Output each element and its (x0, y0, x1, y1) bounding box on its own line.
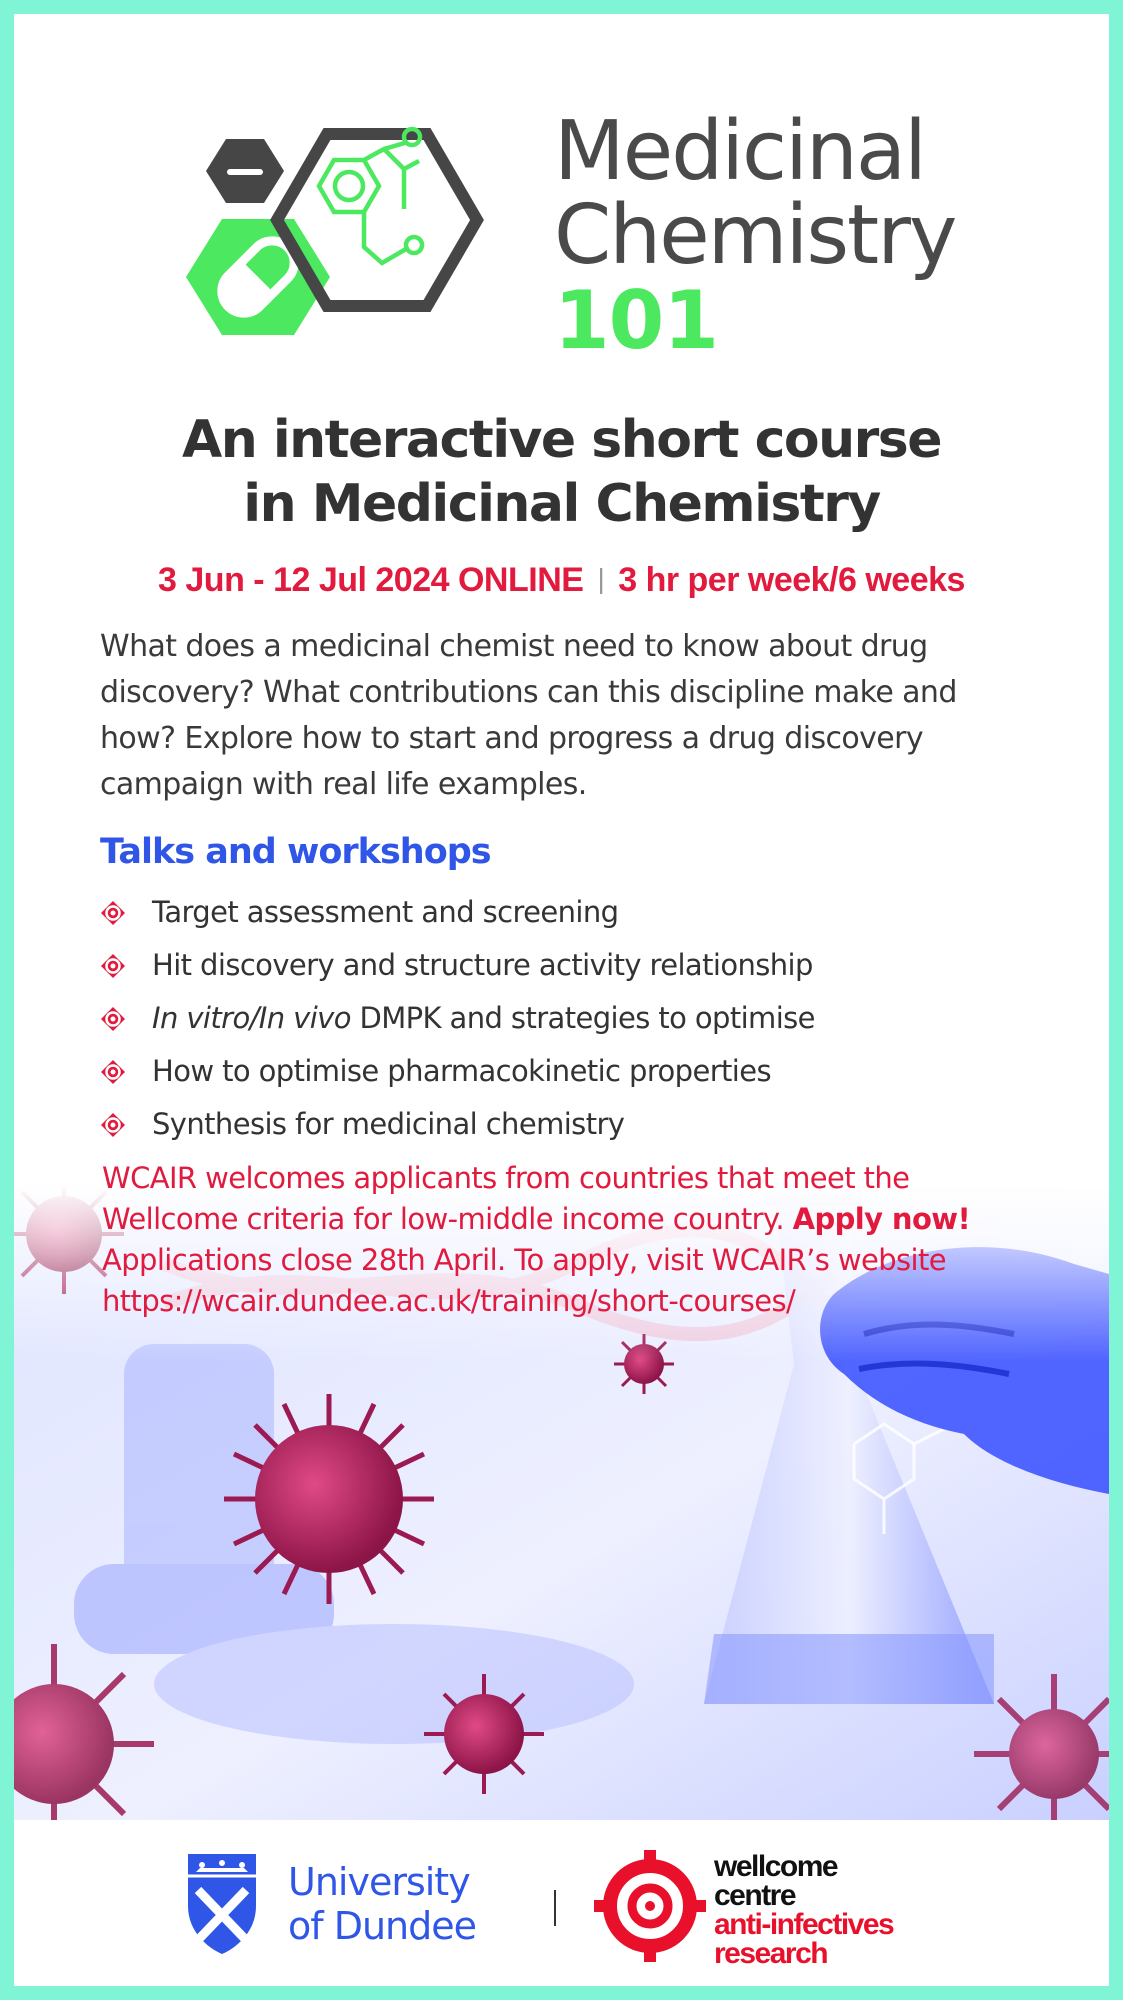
talk-item-4: How to optimise pharmacokinetic properties (152, 1054, 772, 1088)
target-bullet-icon (100, 1059, 126, 1085)
course-dates (14, 561, 1109, 600)
flyer-page (14, 14, 1109, 1986)
target-bullet-icon (100, 1112, 126, 1138)
apply-line-1: WCAIR welcomes applicants from countries that meet the (102, 1161, 910, 1195)
dates-duration: 3 hr per week/6 weeks (618, 561, 965, 599)
university-of-dundee-wordmark (288, 1860, 476, 1948)
dates-range: 3 Jun - 12 Jul 2024 ONLINE (158, 561, 584, 599)
intro-line-4: campaign with real life examples. (100, 767, 587, 802)
intro-line-3: how? Explore how to start and progress a drug discovery (100, 721, 924, 756)
logo-number: 101 (554, 274, 718, 367)
intro-line-2: discovery? What contributions can this discipline make and (100, 675, 957, 710)
dates-separator: | (597, 563, 605, 594)
wellcome-centre-target-icon (594, 1850, 706, 1962)
target-bullet-icon (100, 953, 126, 979)
target-bullet-icon (100, 1006, 126, 1032)
application-info (102, 1158, 1082, 1322)
apply-line-2-wrap (102, 1199, 1082, 1240)
intro-line-1: What does a medicinal chemist need to know about drug (100, 629, 928, 664)
footer-logos (14, 1820, 1109, 1986)
talks-list (100, 887, 815, 1152)
talk-item-3-italic: In vitro/In vivo (152, 1001, 351, 1035)
list-item (100, 993, 815, 1046)
title-line-2: in Medicinal Chemistry (243, 474, 880, 534)
wellcome-centre-wordmark (714, 1852, 893, 1968)
wc-line-1: wellcome (714, 1850, 838, 1883)
talk-item-5: Synthesis for medicinal chemistry (152, 1107, 625, 1141)
title-line-1: An interactive short course (181, 410, 942, 470)
logo-line-medicinal: Medicinal (554, 104, 925, 199)
talk-item-3-rest: DMPK and strategies to optimise (350, 1001, 815, 1035)
wc-line-4: research (714, 1937, 828, 1970)
apply-now-link[interactable]: Apply now! (792, 1202, 971, 1236)
uod-line-1: University (288, 1860, 470, 1904)
apply-line-3: Applications close 28th April. To apply, visit WCAIR’s website (102, 1243, 946, 1277)
apply-line-2: Wellcome criteria for low-middle income country. (102, 1202, 793, 1236)
apply-url-link[interactable]: https://wcair.dundee.ac.uk/training/short-courses/ (102, 1284, 796, 1318)
logo-line-chemistry: Chemistry (554, 188, 956, 283)
list-item (100, 1099, 815, 1152)
list-item (100, 940, 815, 993)
wc-line-2: centre (714, 1879, 796, 1912)
logo-wordmark (554, 104, 956, 367)
intro-paragraph (100, 624, 1060, 808)
talk-item-1: Target assessment and screening (152, 895, 619, 929)
footer-divider (554, 1890, 556, 1926)
molecule-hex-icon (277, 129, 477, 306)
university-of-dundee-crest-icon (184, 1850, 260, 1956)
medicinal-chemistry-logo-graphic (164, 69, 564, 379)
page-title (14, 408, 1109, 536)
list-item (100, 1046, 815, 1099)
benzene-hex-icon (206, 139, 284, 203)
target-bullet-icon (100, 900, 126, 926)
list-item (100, 887, 815, 940)
uod-line-2: of Dundee (288, 1904, 477, 1948)
wc-line-3: anti-infectives (714, 1908, 894, 1941)
talks-heading: Talks and workshops (100, 832, 491, 872)
talk-item-2: Hit discovery and structure activity relationship (152, 948, 813, 982)
